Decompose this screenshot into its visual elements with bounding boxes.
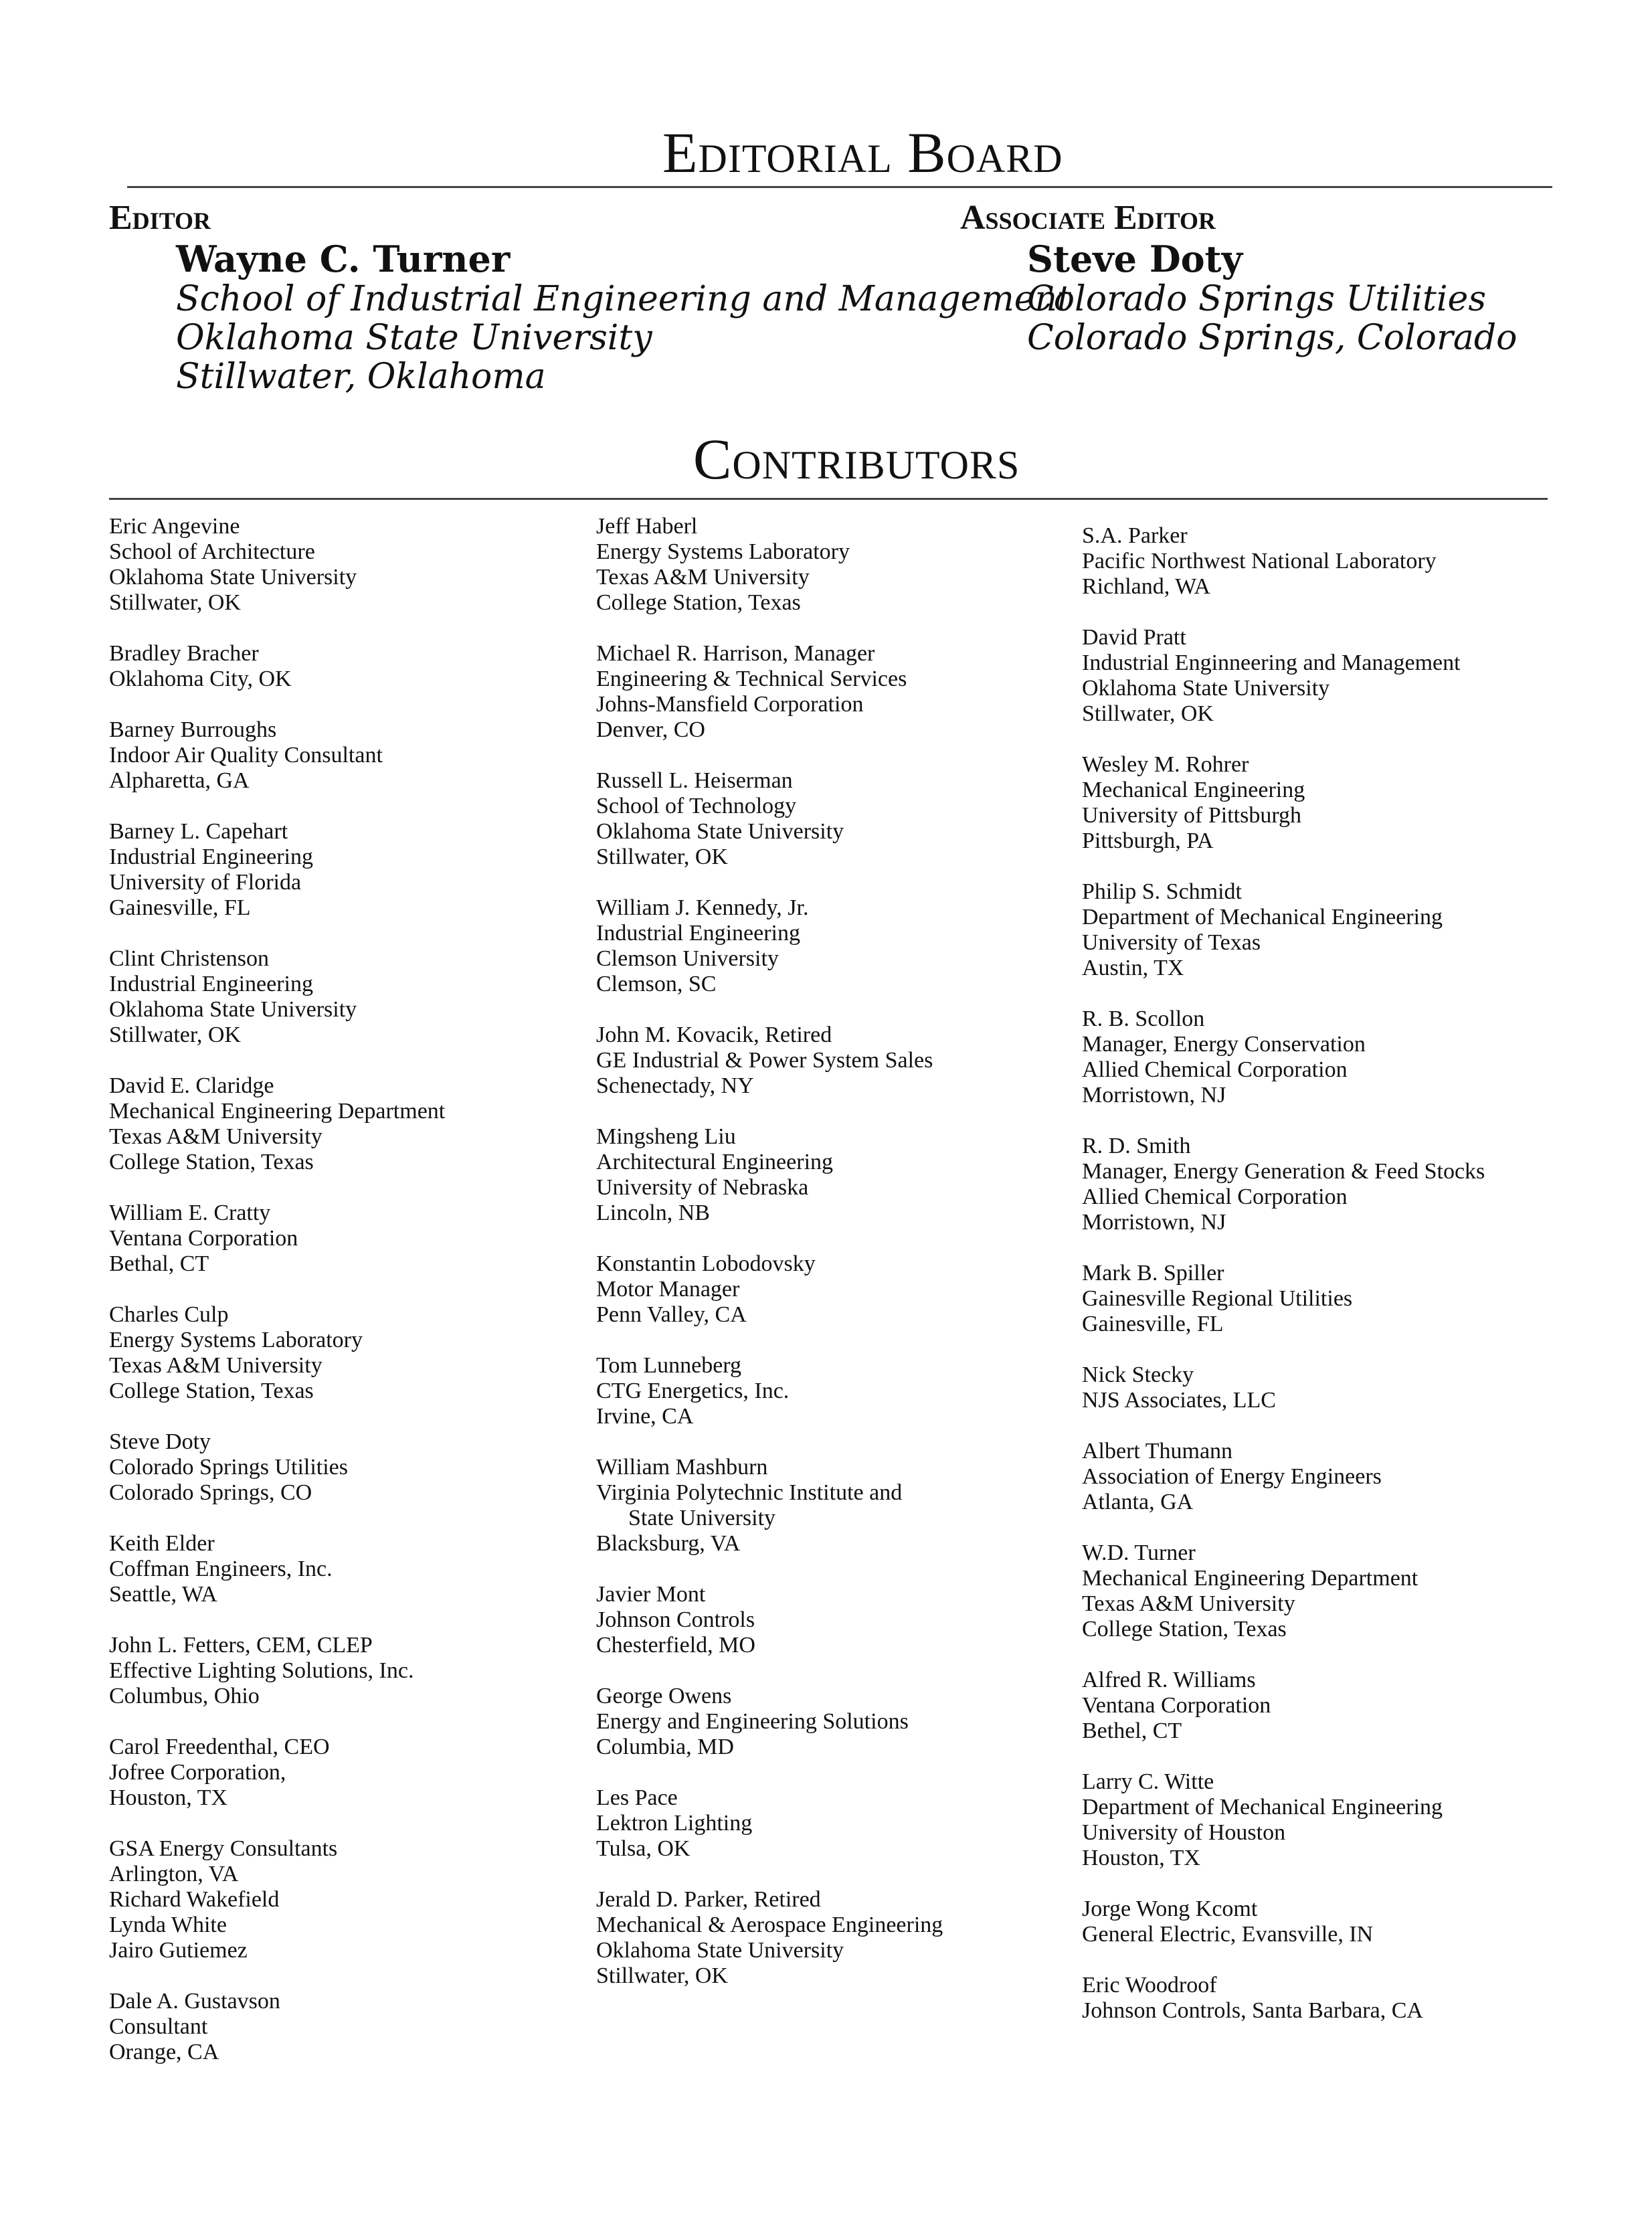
contributor-affiliation-line: Gainesville Regional Utilities xyxy=(1082,1286,1353,1311)
contributor-affiliation-line: Texas A&M University xyxy=(109,1353,323,1378)
contributor-entry xyxy=(109,1073,445,1175)
contributor-affiliation-line: Jairo Gutiemez xyxy=(109,1938,248,1963)
contributor-affiliation-line: Richard Wakefield xyxy=(109,1887,280,1912)
contributors-column-1 xyxy=(109,514,445,2091)
contributor-affiliation-line: Stillwater, OK xyxy=(596,845,728,869)
contributor-affiliation-line: Pacific Northwest National Laboratory xyxy=(1082,549,1437,573)
contributor-entry xyxy=(109,1633,445,1709)
contributor-entry xyxy=(1082,1439,1485,1515)
contributor-name: Barney Burroughs xyxy=(109,717,277,742)
contributor-affiliation-line: Industrial Engineering xyxy=(596,921,800,946)
contributor-affiliation-line: Richland, WA xyxy=(1082,574,1211,599)
contributor-name: Jerald D. Parker, Retired xyxy=(596,1887,821,1912)
contributor-affiliation-line: Columbus, Ohio xyxy=(109,1684,260,1708)
contributor-entry xyxy=(109,1531,445,1607)
contributors-rule xyxy=(109,498,1548,500)
contributor-affiliation-line: Columbia, MD xyxy=(596,1735,734,1759)
contributor-affiliation-line: Industrial Enginneering and Management xyxy=(1082,650,1461,675)
contributor-entry xyxy=(596,514,943,616)
associate-editor-affiliation-line: Colorado Springs Utilities xyxy=(1027,279,1487,319)
contributor-affiliation-line: State University xyxy=(628,1506,776,1530)
contributor-affiliation-line: Allied Chemical Corporation xyxy=(1082,1057,1348,1082)
contributor-affiliation-line: School of Architecture xyxy=(109,539,315,564)
contributor-affiliation-line: University of Florida xyxy=(109,870,302,895)
contributor-affiliation-line: College Station, Texas xyxy=(1082,1617,1287,1642)
contributor-name: Charles Culp xyxy=(109,1302,229,1327)
contributor-entry xyxy=(596,1251,943,1328)
contributor-affiliation-line: Atlanta, GA xyxy=(1082,1490,1194,1514)
contributor-affiliation-line: Morristown, NJ xyxy=(1082,1210,1226,1235)
contributor-affiliation-line: Irvine, CA xyxy=(596,1404,694,1429)
contributor-entry xyxy=(1082,1261,1485,1337)
contributor-affiliation-line: Lincoln, NB xyxy=(596,1201,710,1225)
contributor-affiliation-line: Houston, TX xyxy=(1082,1846,1200,1870)
contributor-affiliation-line: Lektron Lighting xyxy=(596,1811,753,1836)
contributor-affiliation-line: Motor Manager xyxy=(596,1277,740,1302)
contributor-name: Philip S. Schmidt xyxy=(1082,879,1242,904)
contributor-entry xyxy=(1082,1006,1485,1108)
contributor-name: Konstantin Lobodovsky xyxy=(596,1251,816,1276)
contributor-name: Albert Thumann xyxy=(1082,1439,1233,1464)
editor-affiliation-line: Stillwater, Oklahoma xyxy=(176,357,546,397)
contributor-affiliation-line: Virginia Polytechnic Institute and xyxy=(596,1480,903,1505)
contributor-name: GSA Energy Consultants xyxy=(109,1836,338,1861)
contributor-affiliation-line: Morristown, NJ xyxy=(1082,1083,1226,1108)
contributor-affiliation-line: Colorado Springs, CO xyxy=(109,1480,312,1505)
contributor-affiliation-line: Blacksburg, VA xyxy=(596,1531,741,1556)
contributor-affiliation-line: Mechanical & Aerospace Engineering xyxy=(596,1913,943,1937)
contributor-name: W.D. Turner xyxy=(1082,1540,1196,1565)
contributor-entry xyxy=(109,514,445,616)
contributor-affiliation-line: Pittsburgh, PA xyxy=(1082,828,1214,853)
contributor-affiliation-line: Seattle, WA xyxy=(109,1582,217,1607)
contributor-entry xyxy=(596,895,943,997)
editor-affiliation-line: School of Industrial Engineering and Management xyxy=(176,279,1071,319)
contributor-entry xyxy=(109,1302,445,1404)
contributor-name: Larry C. Witte xyxy=(1082,1769,1214,1794)
contributor-entry xyxy=(109,1989,445,2065)
contributor-affiliation-line: Oklahoma City, OK xyxy=(109,667,292,691)
contributors-column-3 xyxy=(1082,523,1485,2049)
contributors-list xyxy=(0,514,1652,2120)
contributor-affiliation-line: Mechanical Engineering Department xyxy=(109,1099,446,1124)
contributor-name: Mingsheng Liu xyxy=(596,1124,736,1149)
contributor-affiliation-line: Texas A&M University xyxy=(596,565,810,590)
contributor-affiliation-line: Stillwater, OK xyxy=(596,1963,728,1988)
contributor-name: William Mashburn xyxy=(596,1455,768,1480)
contributor-entry xyxy=(109,819,445,921)
contributor-affiliation-line: Penn Valley, CA xyxy=(596,1302,747,1327)
contributor-entry xyxy=(596,1023,943,1099)
contributor-entry xyxy=(596,1684,943,1760)
contributor-entry xyxy=(1082,625,1485,727)
contributor-affiliation-line: Colorado Springs Utilities xyxy=(109,1455,348,1480)
contributor-affiliation-line: College Station, Texas xyxy=(596,590,801,615)
contributor-name: Keith Elder xyxy=(109,1531,215,1556)
contributor-name: David E. Claridge xyxy=(109,1073,274,1098)
contributor-affiliation-line: Johnson Controls xyxy=(596,1607,755,1632)
contributor-affiliation-line: Ventana Corporation xyxy=(109,1226,298,1251)
associate-editor-block xyxy=(960,198,1517,357)
associate-editor-name: Steve Doty xyxy=(1027,238,1243,280)
contributor-affiliation-line: Coffman Engineers, Inc. xyxy=(109,1557,333,1581)
editor-role-label: Editor xyxy=(109,199,211,237)
contributor-affiliation-line: Bethal, CT xyxy=(109,1251,209,1276)
contributor-affiliation-line: Association of Energy Engineers xyxy=(1082,1464,1382,1489)
contributor-name: Carol Freedenthal, CEO xyxy=(109,1735,330,1759)
contributor-affiliation-line: Industrial Engineering xyxy=(109,972,313,996)
contributor-affiliation-line: Lynda White xyxy=(109,1913,227,1937)
contributor-name: Wesley M. Rohrer xyxy=(1082,752,1249,777)
contributor-entry xyxy=(1082,1668,1485,1744)
contributor-entry xyxy=(1082,752,1485,854)
contributor-entry xyxy=(596,641,943,743)
editor-name: Wayne C. Turner xyxy=(176,238,511,280)
contributor-affiliation-line: NJS Associates, LLC xyxy=(1082,1388,1276,1413)
contributor-affiliation-line: Oklahoma State University xyxy=(109,997,357,1022)
contributor-name: Eric Woodroof xyxy=(1082,1973,1217,1998)
contributor-affiliation-line: Johnson Controls, Santa Barbara, CA xyxy=(1082,1998,1423,2023)
contributor-entry xyxy=(596,1582,943,1658)
contributor-entry xyxy=(109,946,445,1048)
contributor-affiliation-line: Stillwater, OK xyxy=(109,1023,241,1047)
editor-affiliation-line: Oklahoma State University xyxy=(176,318,652,358)
contributor-name: S.A. Parker xyxy=(1082,523,1188,548)
contributor-affiliation-line: Engineering & Technical Services xyxy=(596,667,907,691)
contributor-name: George Owens xyxy=(596,1684,732,1708)
contributor-affiliation-line: Manager, Energy Conservation xyxy=(1082,1032,1366,1057)
contributor-name: R. B. Scollon xyxy=(1082,1006,1205,1031)
contributor-entry xyxy=(596,1455,943,1557)
contributor-name: Steve Doty xyxy=(109,1429,211,1454)
associate-editor-role-label: Associate Editor xyxy=(960,199,1216,237)
contributor-name: John M. Kovacik, Retired xyxy=(596,1023,832,1047)
contributor-affiliation-line: School of Technology xyxy=(596,794,797,818)
contributor-entry xyxy=(596,1785,943,1862)
contributor-affiliation-line: Stillwater, OK xyxy=(109,590,241,615)
contributor-affiliation-line: Indoor Air Quality Consultant xyxy=(109,743,383,768)
contributor-affiliation-line: Clemson, SC xyxy=(596,972,717,996)
contributor-affiliation-line: Mechanical Engineering xyxy=(1082,778,1305,802)
contributor-name: Michael R. Harrison, Manager xyxy=(596,641,875,666)
contributor-entry xyxy=(596,1887,943,1989)
contributors-column-2 xyxy=(596,514,943,2014)
contributor-affiliation-line: University of Texas xyxy=(1082,930,1261,955)
contributor-entry xyxy=(109,1201,445,1277)
contributor-name: William J. Kennedy, Jr. xyxy=(596,895,809,920)
contributor-name: Barney L. Capehart xyxy=(109,819,288,844)
contributor-affiliation-line: Energy and Engineering Solutions xyxy=(596,1709,909,1734)
contributor-affiliation-line: Texas A&M University xyxy=(1082,1591,1295,1616)
contributor-affiliation-line: General Electric, Evansville, IN xyxy=(1082,1922,1374,1947)
contributor-name: John L. Fetters, CEM, CLEP xyxy=(109,1633,373,1658)
contributor-affiliation-line: CTG Energetics, Inc. xyxy=(596,1379,790,1403)
contributor-affiliation-line: Consultant xyxy=(109,2014,208,2039)
contributor-affiliation-line: Houston, TX xyxy=(109,1785,227,1810)
contributor-affiliation-line: University of Pittsburgh xyxy=(1082,803,1302,828)
contributor-affiliation-line: University of Houston xyxy=(1082,1820,1286,1845)
contributor-entry xyxy=(1082,879,1485,981)
contributor-affiliation-line: College Station, Texas xyxy=(109,1379,314,1403)
contributor-affiliation-line: Orange, CA xyxy=(109,2040,219,2064)
contributor-affiliation-line: Jofree Corporation, xyxy=(109,1760,286,1785)
contributor-name: Jeff Haberl xyxy=(596,514,698,539)
associate-editor-affiliation-line: Colorado Springs, Colorado xyxy=(1027,318,1518,358)
contributors-title: Contributors xyxy=(693,427,1020,491)
contributor-entry xyxy=(1082,1769,1485,1871)
contributor-affiliation-line: Johns-Mansfield Corporation xyxy=(596,692,864,717)
contributor-affiliation-line: College Station, Texas xyxy=(109,1150,314,1174)
contributor-name: Mark B. Spiller xyxy=(1082,1261,1224,1286)
contributor-entry xyxy=(109,717,445,794)
contributor-name: Javier Mont xyxy=(596,1582,706,1607)
contributor-affiliation-line: Gainesville, FL xyxy=(1082,1312,1224,1336)
contributor-affiliation-line: Denver, CO xyxy=(596,717,705,742)
contributor-name: Nick Stecky xyxy=(1082,1362,1194,1387)
contributor-affiliation-line: Ventana Corporation xyxy=(1082,1693,1271,1718)
contributor-affiliation-line: Alpharetta, GA xyxy=(109,768,250,793)
contributor-name: Les Pace xyxy=(596,1785,678,1810)
contributor-affiliation-line: Oklahoma State University xyxy=(596,1938,844,1963)
contributor-affiliation-line: GE Industrial & Power System Sales xyxy=(596,1048,933,1073)
contributor-name: Jorge Wong Kcomt xyxy=(1082,1896,1258,1921)
contributor-affiliation-line: Allied Chemical Corporation xyxy=(1082,1184,1348,1209)
contributor-entry xyxy=(596,768,943,870)
contributor-affiliation-line: Stillwater, OK xyxy=(1082,701,1214,726)
contributor-affiliation-line: Mechanical Engineering Department xyxy=(1082,1566,1418,1591)
contributor-affiliation-line: Industrial Engineering xyxy=(109,845,313,869)
contributor-affiliation-line: Oklahoma State University xyxy=(109,565,357,590)
contributor-affiliation-line: Manager, Energy Generation & Feed Stocks xyxy=(1082,1159,1485,1184)
contributor-name: Dale A. Gustavson xyxy=(109,1989,280,2014)
editorial-board-rule xyxy=(127,186,1552,188)
contributor-affiliation-line: Department of Mechanical Engineering xyxy=(1082,1795,1443,1820)
contributor-name: Alfred R. Williams xyxy=(1082,1668,1256,1692)
contributor-entry xyxy=(109,641,445,692)
contributor-entry xyxy=(1082,1362,1485,1413)
contributor-affiliation-line: Clemson University xyxy=(596,946,779,971)
contributor-affiliation-line: Chesterfield, MO xyxy=(596,1633,755,1658)
contributor-affiliation-line: Effective Lighting Solutions, Inc. xyxy=(109,1658,414,1683)
contributor-affiliation-line: Oklahoma State University xyxy=(1082,676,1330,701)
contributor-affiliation-line: University of Nebraska xyxy=(596,1175,809,1200)
contributor-affiliation-line: Arlington, VA xyxy=(109,1862,239,1886)
contributor-entry xyxy=(1082,1973,1485,2024)
contributor-affiliation-line: Architectural Engineering xyxy=(596,1150,834,1174)
contributor-entry xyxy=(1082,1896,1485,1947)
contributor-affiliation-line: Energy Systems Laboratory xyxy=(596,539,850,564)
contributor-entry xyxy=(1082,1134,1485,1235)
contributor-affiliation-line: Tulsa, OK xyxy=(596,1836,691,1861)
contributor-name: Clint Christenson xyxy=(109,946,269,971)
contributor-affiliation-line: Schenectady, NY xyxy=(596,1073,754,1098)
contributor-entry xyxy=(1082,523,1485,600)
contributor-name: William E. Cratty xyxy=(109,1201,271,1225)
contributor-affiliation-line: Bethel, CT xyxy=(1082,1718,1182,1743)
contributor-name: David Pratt xyxy=(1082,625,1186,650)
contributor-name: Bradley Bracher xyxy=(109,641,259,666)
contributor-affiliation-line: Texas A&M University xyxy=(109,1124,323,1149)
contributor-name: Russell L. Heiserman xyxy=(596,768,793,793)
editorial-board-title: Editorial Board xyxy=(662,120,1063,185)
contributor-affiliation-line: Gainesville, FL xyxy=(109,895,251,920)
contributor-affiliation-line: Oklahoma State University xyxy=(596,819,844,844)
contributor-name: Eric Angevine xyxy=(109,514,240,539)
contributor-entry xyxy=(1082,1540,1485,1642)
contributor-entry xyxy=(109,1735,445,1811)
editor-block xyxy=(109,198,1071,396)
contributor-entry xyxy=(109,1429,445,1506)
contributor-affiliation-line: Energy Systems Laboratory xyxy=(109,1328,363,1352)
contributor-affiliation-line: Department of Mechanical Engineering xyxy=(1082,905,1443,930)
contributor-entry xyxy=(596,1124,943,1226)
contributor-name: Tom Lunneberg xyxy=(596,1353,741,1378)
contributor-name: R. D. Smith xyxy=(1082,1134,1191,1158)
contributor-affiliation-line: Austin, TX xyxy=(1082,956,1184,980)
contributor-entry xyxy=(109,1836,445,1963)
contributor-entry xyxy=(596,1353,943,1429)
